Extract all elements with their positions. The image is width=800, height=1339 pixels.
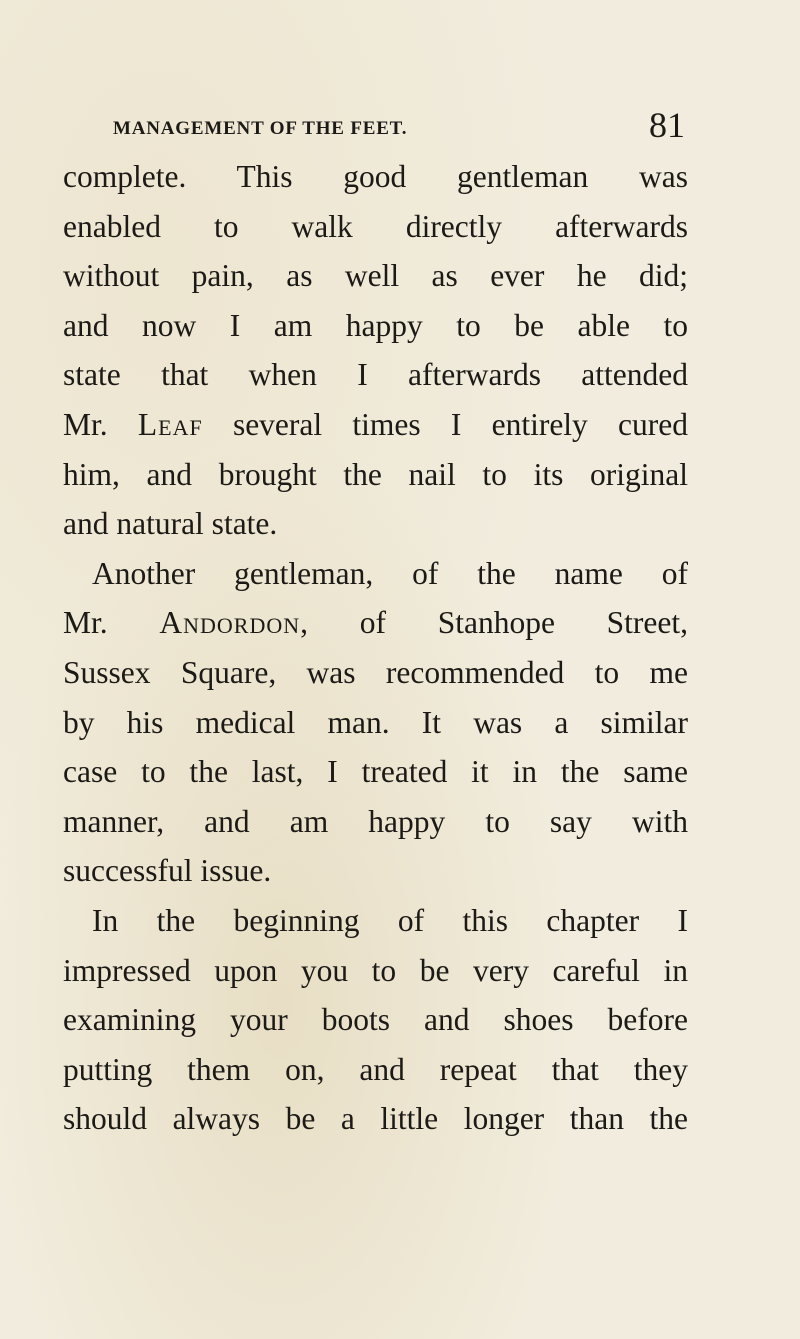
text-line: successful issue. (63, 853, 272, 889)
text-line: and now I am happy to be able to (63, 307, 688, 343)
running-head (0, 105, 705, 148)
text-line: examining your boots and shoes before (63, 1002, 688, 1038)
text-line: and natural state. (63, 506, 278, 542)
text-line: complete. This good gentleman was (63, 159, 688, 194)
line-suffix: , of Stanhope Street, (300, 605, 689, 641)
text-line (63, 598, 688, 648)
text-line: enabled to walk directly afterwards (63, 208, 688, 244)
text-line: should always be a little longer than the (63, 1101, 688, 1137)
text-line: manner, and am happy to say with (63, 803, 688, 839)
text-line: In the beginning of this chapter I (92, 902, 688, 938)
line-prefix: Mr. (63, 406, 138, 442)
line-prefix: Mr. (63, 605, 160, 641)
person-name-leaf: Leaf (137, 406, 203, 442)
text-line: Another gentleman, of the name of (92, 555, 688, 591)
text-line: state that when I afterwards attended (63, 357, 688, 393)
chapter-title: MANAGEMENT OF THE FEET. (113, 118, 408, 139)
text-line: him, and brought the nail to its original (63, 456, 688, 492)
body-text (63, 152, 688, 1144)
text-line: impressed upon you to be very careful in (63, 952, 688, 988)
text-line: without pain, as well as ever he did; (63, 258, 688, 294)
text-line (63, 400, 688, 450)
text-line: putting them on, and repeat that they (63, 1051, 688, 1087)
text-line: Sussex Square, was recommended to me (63, 654, 688, 690)
line-suffix: several times I entirely cured (202, 406, 689, 442)
page-number: 81 (649, 105, 685, 145)
text-line: case to the last, I treated it in the same (63, 754, 688, 790)
text-line: by his medical man. It was a similar (63, 704, 688, 740)
person-name-andordon: Andordon (159, 605, 301, 641)
